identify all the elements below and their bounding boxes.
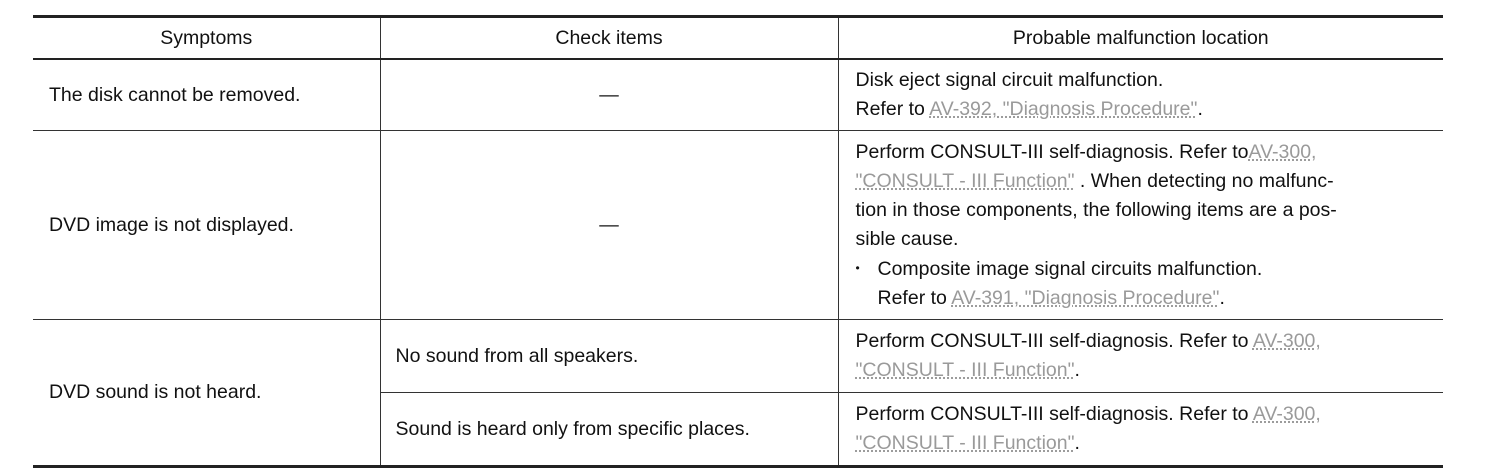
reference-link[interactable]: AV-300, <box>1248 140 1317 163</box>
check-cell: — <box>380 131 838 320</box>
header-probable-location: Probable malfunction location <box>838 17 1443 60</box>
location-cell <box>838 320 1443 393</box>
location-text: Perform CONSULT-III self-diagnosis. Refer to <box>855 140 1249 163</box>
location-line <box>856 138 1430 167</box>
reference-link[interactable]: AV-300, <box>1252 330 1321 352</box>
location-text: . <box>1074 432 1080 454</box>
bullet-refer-line <box>856 284 1430 313</box>
reference-link[interactable]: "CONSULT - III Function" <box>855 169 1075 192</box>
header-symptoms: Symptoms <box>33 17 380 60</box>
bullet-item <box>856 254 1430 284</box>
location-cell <box>838 393 1443 467</box>
location-text: . <box>1074 359 1080 381</box>
location-line: sible cause. <box>855 227 959 250</box>
refer-suffix: . <box>1219 286 1225 309</box>
check-cell: No sound from all speakers. <box>380 320 838 393</box>
bullet-icon: • <box>855 260 860 275</box>
bullet-text: Composite image signal circuits malfunction. <box>877 257 1263 280</box>
check-cell: — <box>380 59 838 131</box>
location-cell <box>838 131 1443 320</box>
location-line <box>856 356 1430 385</box>
symptom-table <box>33 15 1443 468</box>
location-text: Perform CONSULT-III self-diagnosis. Refer to <box>855 403 1253 425</box>
reference-link[interactable]: AV-391, "Diagnosis Procedure" <box>951 286 1220 309</box>
location-line: tion in those components, the following items are a pos- <box>855 198 1337 221</box>
header-check-items: Check items <box>380 17 838 60</box>
refer-text: Refer to <box>855 98 930 120</box>
location-line <box>856 167 1430 196</box>
location-line <box>856 400 1430 429</box>
location-text: . When detecting no malfunc- <box>1074 169 1334 192</box>
check-cell: Sound is heard only from specific places. <box>380 393 838 467</box>
reference-link[interactable]: AV-300, <box>1252 403 1321 425</box>
reference-link[interactable]: AV-392, "Diagnosis Procedure" <box>929 98 1198 120</box>
location-refer-line <box>856 95 1430 124</box>
table-header-row <box>33 17 1443 60</box>
reference-link[interactable]: "CONSULT - III Function" <box>855 359 1075 381</box>
symptom-cell: The disk cannot be removed. <box>33 59 380 131</box>
table-row <box>33 131 1443 320</box>
symptom-cell: DVD image is not displayed. <box>33 131 380 320</box>
refer-text: Refer to <box>877 286 952 309</box>
location-line: Disk eject signal circuit malfunction. <box>855 69 1164 91</box>
symptom-cell: DVD sound is not heard. <box>33 320 380 467</box>
table-row <box>33 59 1443 131</box>
location-line <box>856 327 1430 356</box>
refer-suffix: . <box>1197 98 1203 120</box>
location-text: Perform CONSULT-III self-diagnosis. Refer to <box>855 330 1253 352</box>
reference-link[interactable]: "CONSULT - III Function" <box>855 432 1075 454</box>
diagnosis-table-container <box>33 15 1443 468</box>
location-cell <box>838 59 1443 131</box>
location-line <box>856 429 1430 458</box>
table-row <box>33 320 1443 393</box>
